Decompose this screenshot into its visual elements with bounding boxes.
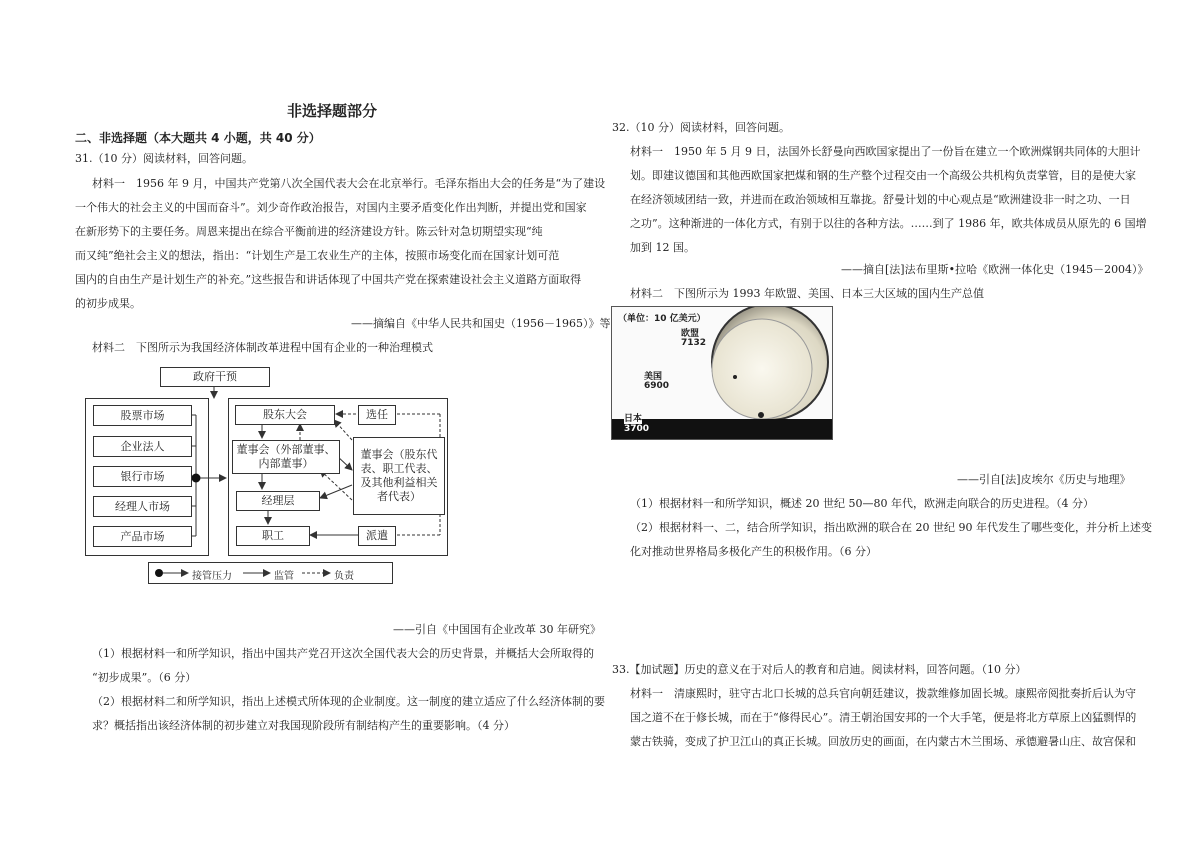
value-eu: 7132 — [681, 338, 707, 348]
q32-stem: 32.（10 分）阅读材料，回答问题。 — [612, 121, 790, 134]
q32-sub1: （1）根据材料一和所学知识，概述 20 世纪 50—80 年代，欧洲走向联合的历史进程。（4 分） — [630, 497, 1094, 510]
text-line: 材料一 1956 年 9 月，中国共产党第八次全国代表大会在北京举行。毛泽东指出大会的任务是“为了建设 — [92, 177, 606, 190]
q32-sub2-line2: 化对推动世界格局多极化产生的积极作用。（6 分） — [630, 545, 877, 558]
q31-stem: 31.（10 分）阅读材料，回答问题。 — [75, 152, 253, 165]
gov-intervention-box: 政府干预 — [160, 367, 270, 387]
text-line: 在新形势下的主要任务。周恩来提出在综合平衡前进的经济建设方针。陈云针对急切期望实现“纯 — [75, 225, 543, 238]
elect-box: 选任 — [358, 405, 396, 425]
chart-unit: （单位：10 亿美元） — [618, 314, 706, 324]
q32-m2-intro: 材料二 下图所示为 1993 年欧盟、美国、日本三大区域的国内生产总值 — [630, 287, 984, 300]
legend-supervise: 监管 — [274, 571, 294, 582]
market-item: 企业法人 — [93, 436, 192, 457]
q31-m1-source: ——摘编自《中华人民共和国史（1956－1965）》等 — [351, 317, 611, 330]
q31-sub2-line1: （2）根据材料二和所学知识，指出上述模式所体现的企业制度。这一制度的建立适应了什么经济体制的要 — [92, 695, 605, 708]
text-line: 国内的自由生产是计划生产的补充。”这些报告和讲话体现了中国共产党在探索建设社会主义道路方面取得 — [75, 273, 582, 286]
q33-stem: 33.【加试题】历史的意义在于对后人的教育和启迪。阅读材料，回答问题。（10 分） — [612, 663, 1027, 676]
q31-sub2-line2: 求？概括指出该经济体制的初步建立对我国现阶段所有制结构产生的重要影响。（4 分） — [92, 719, 515, 732]
q32-sub2-line1: （2）根据材料一、二，结合所学知识，指出欧洲的联合在 20 世纪 90 年代发生了哪些变化，并分析上述变 — [630, 521, 1152, 534]
board1-box: 董事会（外部董事、内部董事） — [232, 440, 340, 474]
label-eu: 欧盟 — [681, 329, 700, 339]
legend-takeover: 接管压力 — [192, 571, 232, 582]
legend-frame — [148, 562, 393, 584]
text-line: 之功”。这种渐进的一体化方式，有别于以往的各种方法。……到了 1986 年，欧共体成员从原先的 6 国增 — [630, 217, 1147, 230]
text-line: 而又纯”绝社会主义的想法，指出：“计划生产是工农业生产的主体，按照市场变化而在国家计划可范 — [75, 249, 560, 262]
value-us: 6900 — [644, 381, 670, 391]
text-line: 材料一 1950 年 5 月 9 日，法国外长舒曼向西欧国家提出了一份旨在建立一个欧洲煤钢共同体的大胆计 — [630, 145, 1141, 158]
bubble-us — [712, 319, 812, 419]
q31-m2-intro: 材料二 下图所示为我国经济体制改革进程中国有企业的一种治理模式 — [92, 341, 433, 354]
label-us: 美国 — [644, 372, 663, 382]
value-japan: 3700 — [624, 424, 650, 434]
market-item: 银行市场 — [93, 466, 192, 487]
market-item: 产品市场 — [93, 526, 192, 547]
text-line: 划。即建议德国和其他西欧国家把煤和钢的生产整个过程交由一个高级公共机构负责掌管，目的是使大家 — [630, 169, 1136, 182]
label-japan: 日本 — [624, 411, 642, 424]
board2-box: 董事会（股东代表、职工代表、及其他利益相关者代表） — [353, 437, 445, 515]
legend-responsible: 负责 — [334, 571, 354, 582]
q31-m2-source: ——引自《中国国有企业改革 30 年研究》 — [393, 623, 601, 636]
shareholders-box: 股东大会 — [235, 405, 335, 425]
text-line: 在经济领域团结一致，并进而在政治领域相互靠拢。舒曼计划的中心观点是“欧洲建设非一时之功、一日 — [630, 193, 1131, 206]
text-line: 加到 12 国。 — [630, 241, 695, 254]
section-title: 非选择题部分 — [287, 102, 378, 120]
market-item: 股票市场 — [93, 405, 192, 426]
q33-m1-line3: 蒙古铁骑，变成了护卫江山的真正长城。回放历史的画面，在内蒙古木兰围场、承德避暑山庄、故宫保和 — [630, 735, 1136, 748]
q33-m1-line1: 材料一 清康熙时，驻守古北口长城的总兵官向朝廷建议，拨款维修加固长城。康熙帝阅批奏折后认为守 — [630, 687, 1136, 700]
text-line: 一个伟大的社会主义的中国而奋斗”。刘少奇作政治报告，对国内主要矛盾变化作出判断，并提出党和国家 — [75, 201, 587, 214]
section-header: 二、非选择题（本大题共 4 小题，共 40 分） — [75, 131, 321, 145]
managers-box: 经理层 — [236, 491, 320, 511]
q31-sub1-line2: “初步成果”。（6 分） — [92, 671, 197, 684]
q31-sub1-line1: （1）根据材料一和所学知识，指出中国共产党召开这次全国代表大会的历史背景，并概括大会所取得的 — [92, 647, 594, 660]
market-item: 经理人市场 — [93, 496, 192, 517]
workers-box: 职工 — [236, 526, 310, 546]
q33-m1-line2: 国之道不在于修长城，而在于“修得民心”。清王朝治国安邦的一个大手笔，便是将北方草原上凶猛剽悍的 — [630, 711, 1137, 724]
gdp-chart — [611, 306, 833, 440]
q32-m1-source: ——摘自[法]法布里斯•拉哈《欧洲一体化史（1945－2004）》 — [841, 263, 1149, 276]
text-line: 的初步成果。 — [75, 297, 141, 310]
dispatch-box: 派遣 — [358, 526, 396, 546]
q32-m2-source: ——引自[法]皮埃尔《历史与地理》 — [957, 473, 1131, 486]
